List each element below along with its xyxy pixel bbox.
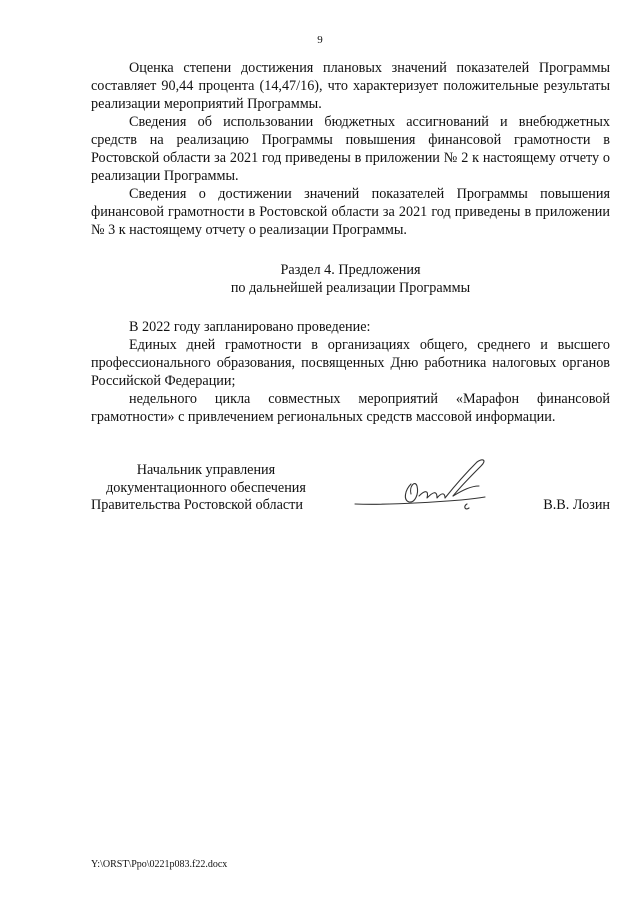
signatory-title-line1: Начальник управления bbox=[136, 462, 276, 478]
document-body bbox=[91, 59, 610, 426]
paragraph-literacy-days: Единых дней грамотности в организациях общего, среднего и высшего профессионального образования, посвященных Дню работника налоговых органов Российской Федерации; bbox=[91, 337, 610, 389]
paragraph-marathon: недельного цикла совместных мероприятий «Марафон финансовой грамотности» с привлечением региональных средств массовой информации. bbox=[91, 391, 610, 425]
signature-strokes bbox=[355, 460, 485, 509]
paragraph-budget-usage: Сведения об использовании бюджетных ассигнований и внебюджетных средств на реализацию Программы повышения финансовой грамотности в Ростовской области за 2021 год приведены в приложении № 2 к настоящему отчету о реализации Программы. bbox=[91, 114, 610, 184]
paragraph-program-assessment: Оценка степени достижения плановых значений показателей Программы составляет 90,44 процента (14,47/16), что характеризует положительные результаты реализации мероприятий Программы. bbox=[91, 60, 610, 112]
signatory-title-line3: Правительства Ростовской области bbox=[91, 497, 303, 513]
section-heading-line1: Раздел 4. Предложения bbox=[280, 262, 421, 278]
page-number: 9 bbox=[317, 34, 323, 46]
section-heading bbox=[91, 261, 610, 297]
footer-file-path: Y:\ORST\Ppo\0221p083.f22.docx bbox=[91, 859, 228, 870]
handwritten-signature-icon bbox=[353, 456, 513, 516]
paragraph-planned-2022: В 2022 году запланировано проведение: bbox=[129, 319, 371, 335]
paragraph-indicators: Сведения о достижении значений показателей Программы повышения финансовой грамотности в Ростовской области за 2021 год приведены в приложении № 3 к настоящему отчету о реализации Программы. bbox=[91, 186, 610, 238]
section-heading-line2: по дальнейшей реализации Программы bbox=[230, 280, 471, 296]
signatory-title bbox=[91, 462, 321, 515]
signatory-title-line2: документационного обеспечения bbox=[106, 479, 306, 496]
signatory-name: В.В. Лозин bbox=[543, 497, 610, 513]
